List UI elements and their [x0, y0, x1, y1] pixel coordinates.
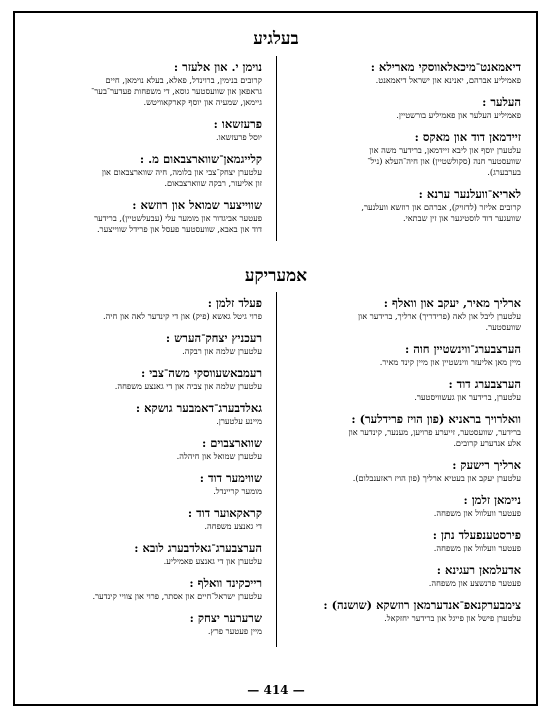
memorial-entry [28, 198, 262, 235]
entry-name: הערצבערג־ווינשטיין חוה : [405, 342, 521, 356]
entry-name: שווארצבוים : [201, 436, 262, 450]
memorial-entry [291, 598, 521, 624]
entry-line: גיימאן, שמעיה און יוסף קארקאוויטש. [143, 97, 262, 107]
entry-line: זון אליעזר, רבקה שווארצבאום. [164, 178, 262, 188]
memorial-entry [28, 471, 262, 497]
entry-name: אדעלמאן רעגינא : [436, 563, 521, 577]
memorial-entry [28, 611, 262, 637]
entry-line: מיין פעטער פרץ. [207, 626, 262, 636]
entry-name: צימבערקנאפ־אנדערמאן רוזשקא (שושנה) : [323, 598, 521, 612]
memorial-entry [28, 117, 262, 143]
entry-line: ברידער, שוועסטער, זייערע פרויען, מענער, קינדער און [348, 427, 521, 437]
america-right-column [291, 296, 521, 633]
entry-line: עלטערן שמואל און חיהלה. [176, 451, 262, 461]
entry-line: פעטער וועלוול און משפחה. [433, 543, 521, 553]
memorial-entry [28, 366, 262, 392]
memorial-entry [28, 401, 262, 427]
entry-line: עלטערן יעקב און בעטיא ארליך (פון הויז ראזענבלום). [352, 473, 521, 483]
memorial-entry [28, 576, 262, 602]
entry-line: קרובים בנימין, ברוינדל, פאלא, בעלא נוימאן, חיים [105, 75, 262, 85]
entry-name: שווייצער שמואל און רוזשא : [132, 198, 262, 212]
entry-line: עלטערן יוסף און ליבא זיידמאן, ברידער משה און [369, 145, 521, 155]
memorial-entry [28, 331, 262, 357]
entry-name: קראקאוער דוד : [187, 506, 262, 520]
entry-name: שרערער יצחק : [189, 611, 262, 625]
belgium-right-column [291, 60, 521, 233]
entry-name: רעמבאשעווסקי משה־צבי : [141, 366, 262, 380]
entry-line: בערבערג). [487, 167, 521, 177]
memorial-entry [28, 436, 262, 462]
memorial-entry [28, 506, 262, 532]
entry-line: מומער קריינדל. [213, 486, 262, 496]
entry-name: רעכניץ יצחק־הערש : [165, 331, 262, 345]
entry-line: פעטער וועלוול און משפחה. [433, 508, 521, 518]
entry-name: קלייגמאן־שווארצבאום מ. : [139, 152, 262, 166]
entry-line: עלטערן ליבל און לאה (פרידריך) ארליך, ברידער און [358, 311, 521, 321]
section-title-america: אמעריקע [244, 266, 308, 286]
memorial-entry [291, 95, 521, 121]
memorial-entry [291, 563, 521, 589]
entry-name: פירסטענפעלד נתן : [432, 528, 521, 542]
entry-line: קרובים אליזר (לדזויק), אברהם און רוזשא וועלנער, [361, 202, 521, 212]
memorial-entry [28, 60, 262, 108]
memorial-entry [28, 541, 262, 567]
memorial-entry [28, 296, 262, 322]
memorial-entry [291, 493, 521, 519]
entry-line: עלטערן און די גאנצע פאמיליע. [163, 556, 262, 566]
entry-line: פאמיליע אברהם, יאנינא און ישראל דיאמאנט. [375, 75, 521, 85]
entry-name: העלער : [482, 95, 521, 109]
entry-line: דוד און באבא, שוועסטער פעסל און פרידל שווייצער. [96, 224, 262, 234]
memorial-entry [291, 377, 521, 403]
entry-line: אלע אנדערע קרובים. [453, 438, 521, 448]
memorial-entry [291, 60, 521, 86]
belgium-left-column [28, 60, 262, 244]
entry-name: לאריא־וועלנער ערנא : [418, 187, 521, 201]
entry-line: יוסל פרעזשאו. [216, 132, 262, 142]
entry-name: ניימאן זלמן : [463, 493, 521, 507]
entry-name: גאלדבערג־דאמבער גושקא : [135, 401, 262, 415]
memorial-entry [28, 152, 262, 189]
entry-name: רייכקינד וואלף : [189, 576, 262, 590]
entry-line: עלטערן ישראל־חיים און אסתר, פרוי און צוויי קינדער. [92, 591, 262, 601]
memorial-entry [291, 412, 521, 449]
entry-line: פרוי גיטל גאשא (פיק) און די קינדער לאה און חיה. [103, 311, 262, 321]
entry-line: פאמיליע העלער און פאמיליע בורשטיין. [396, 110, 521, 120]
entry-name: פעלד זלמן : [207, 296, 262, 310]
column-divider [276, 56, 277, 241]
entry-line: פעטער אביגדור און מומער עלי (עבעלשטיין), ברידער [94, 213, 262, 223]
page-number: — 414 — [247, 683, 305, 697]
entry-line: עלטערן יצחק־צבי און בלומה, חיה שווארצבאום און [101, 167, 262, 177]
memorial-entry [291, 296, 521, 333]
entry-name: זיידמאן דוד און מאקס : [414, 130, 521, 144]
memorial-entry [291, 528, 521, 554]
entry-line: מיין מאן אליעזר ווינשטיין און מיין קינד מאיר. [379, 357, 521, 367]
entry-line: פעטער פרנשצע און משפחה. [428, 578, 521, 588]
entry-line: עלטערן שלמה און צביה און די גאנצע משפחה. [114, 381, 262, 391]
memorial-entry [291, 458, 521, 484]
entry-name: הערצבערג־גאלדבערג לובא : [134, 541, 262, 555]
entry-name: דיאמאנט־מיכאלאווסקי מארילא : [370, 60, 521, 74]
entry-name: פרעזשאו : [213, 117, 262, 131]
memorial-entry [291, 342, 521, 368]
entry-line: שוועגער דוד לוסטיגער און זין שבתאי. [402, 213, 521, 223]
entry-name: ארליך מאיר, יעקב און וואלף : [383, 296, 521, 310]
entry-line: שוועסטער. [485, 322, 521, 332]
entry-name: שווימער דוד : [199, 471, 262, 485]
entry-name: נוימן י. און אלעזר : [173, 60, 262, 74]
entry-line: עלטערן, ברידער און געשוויסטער. [414, 392, 521, 402]
entry-line: די גאנצע משפחה. [204, 521, 262, 531]
section-title-belgium: בעלגיע [253, 29, 299, 49]
entry-name: הערצבערג דוד : [448, 377, 521, 391]
column-divider [276, 292, 277, 647]
entry-line: עלטערן פישל און פייגל און ברידער יחזקאל. [384, 613, 521, 623]
entry-line: עלטערן שלמה און רבקה. [182, 346, 262, 356]
entry-line: גראפאן און שוועסטער גוסא, די משפחות פעדער־בער־ [91, 86, 262, 96]
entry-name: ארליך רישעק : [452, 458, 521, 472]
memorial-entry [291, 187, 521, 224]
entry-name: וואלרויך בראניא (פון הויז פרידלער) : [351, 412, 521, 426]
america-left-column [28, 296, 262, 646]
memorial-entry [291, 130, 521, 178]
entry-line: מיינע עלטערן. [216, 416, 262, 426]
entry-line: שוועסטער חנה (סקולשטיין) און חיה־העלא (ניל־ [367, 156, 521, 166]
